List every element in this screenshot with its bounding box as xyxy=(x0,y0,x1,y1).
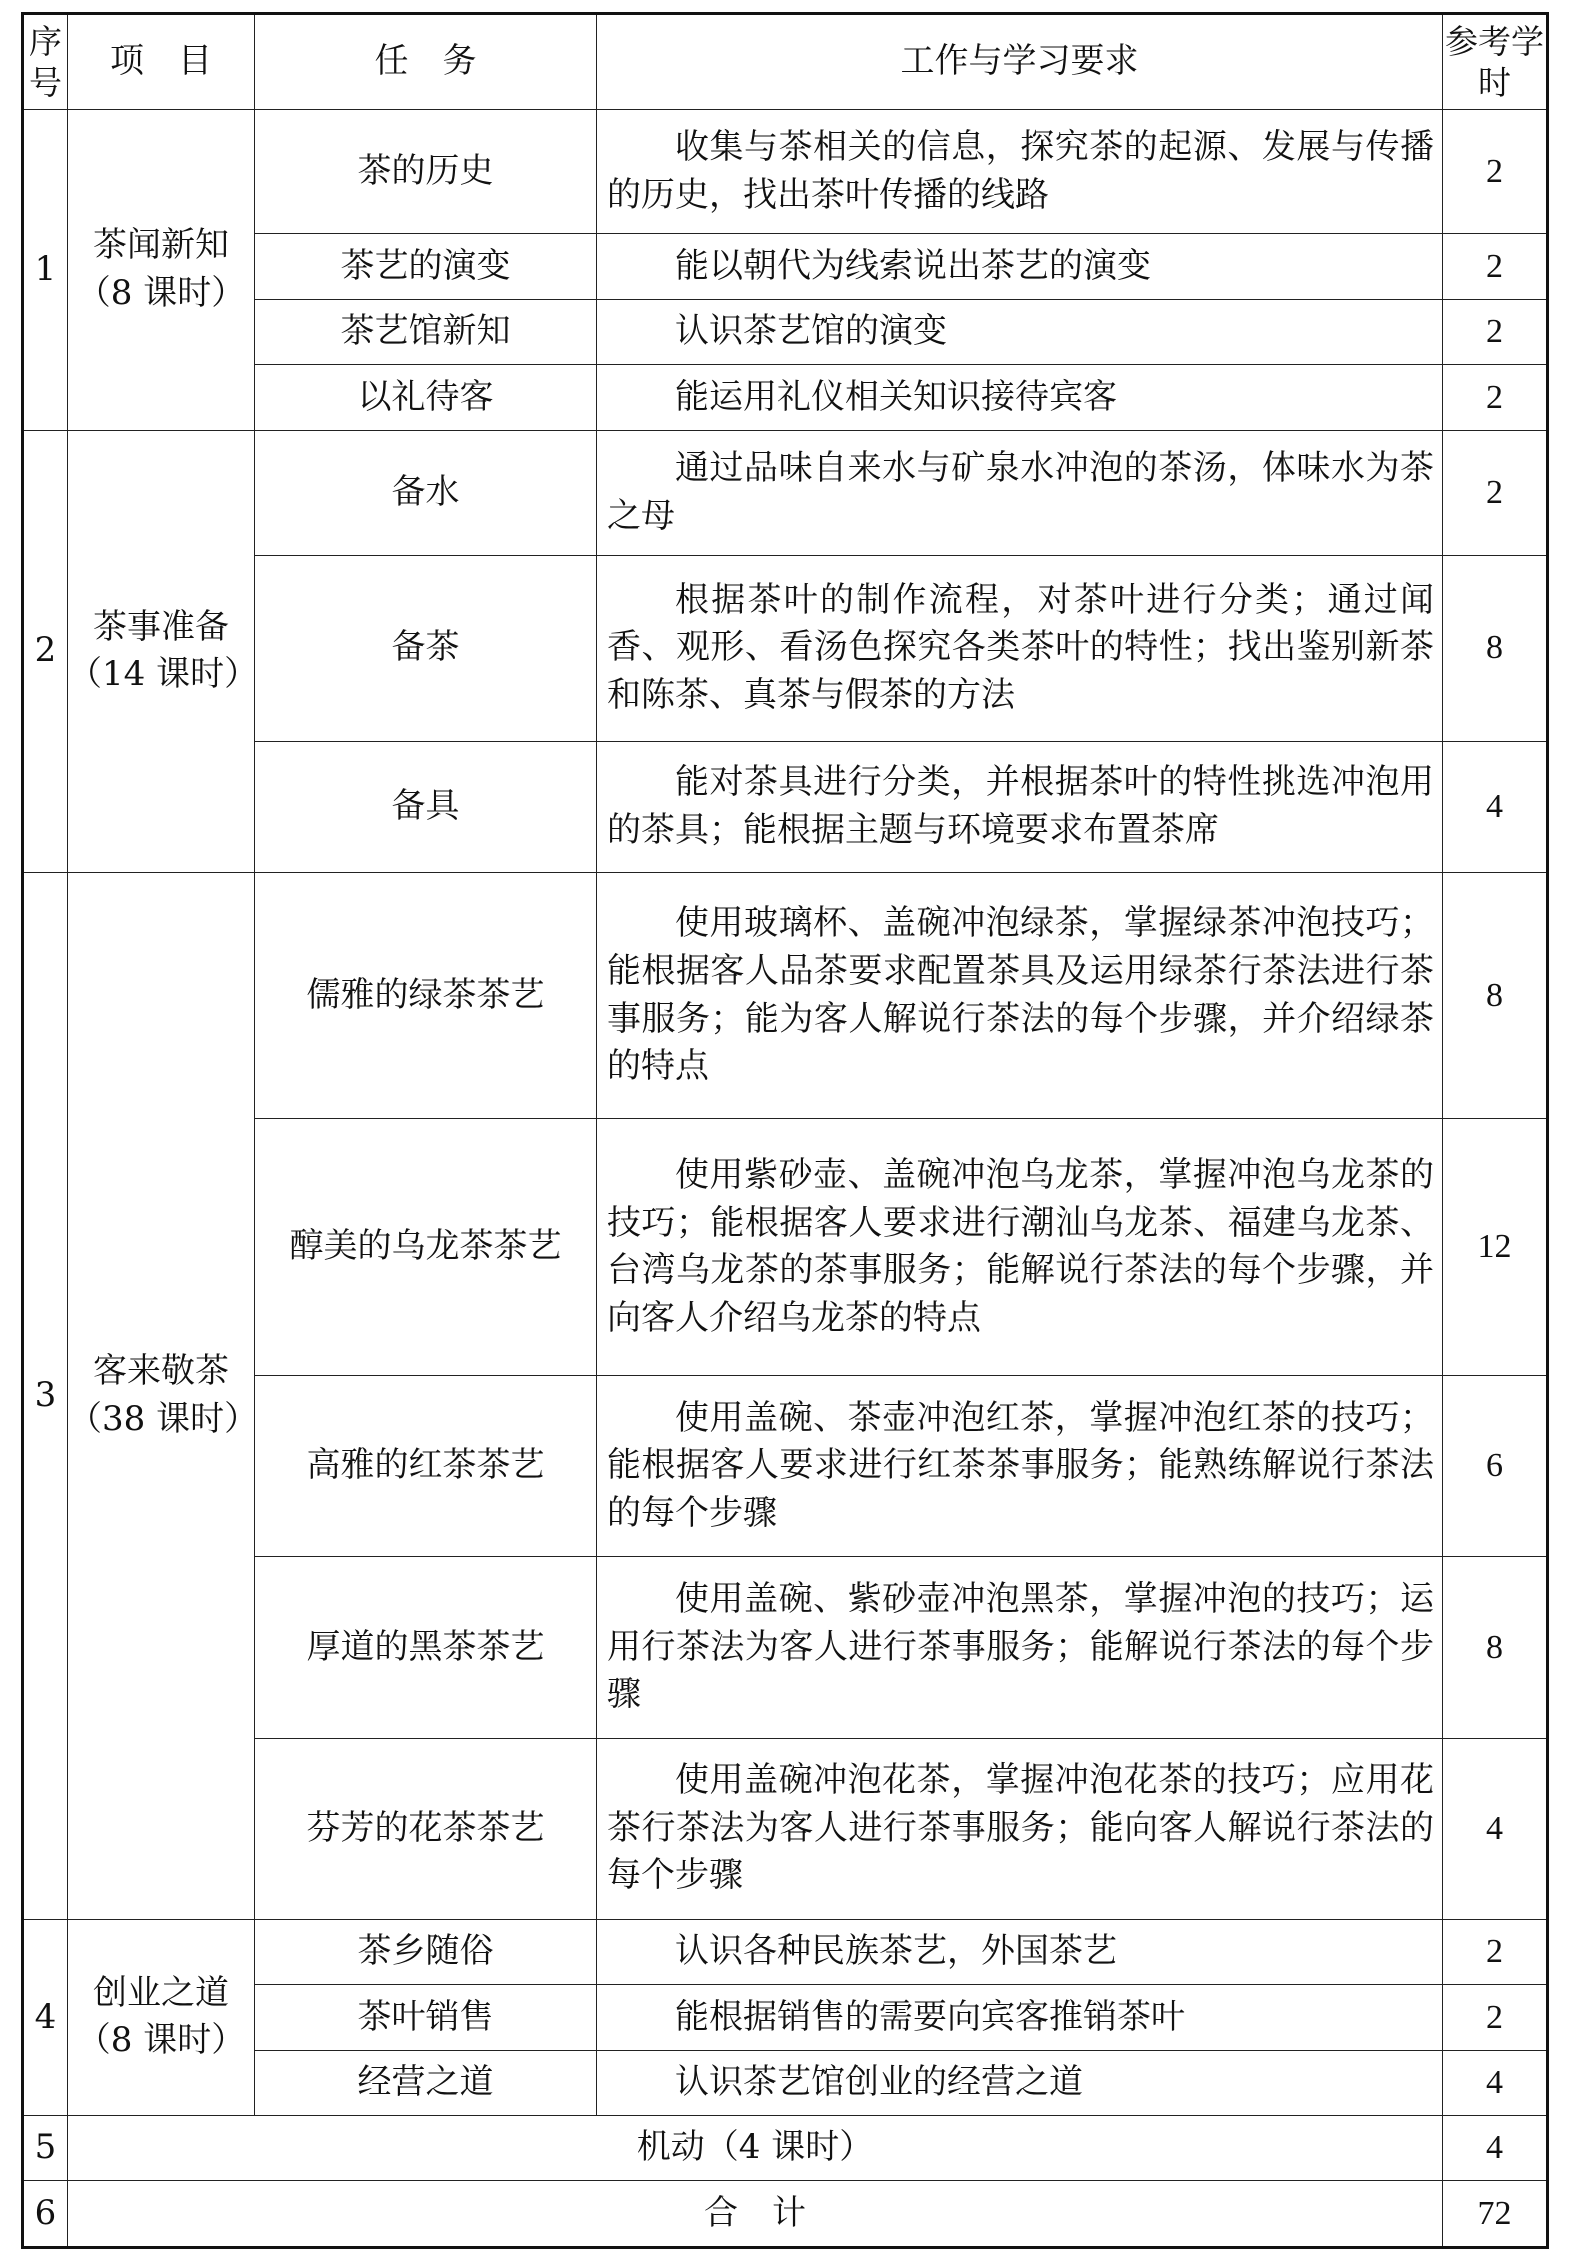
task-hours: 2 xyxy=(1443,109,1547,234)
table-row xyxy=(24,109,1547,234)
header-index: 序号 xyxy=(24,15,68,110)
task-name: 茶乡随俗 xyxy=(255,1919,597,1984)
task-requirement-cell xyxy=(597,1919,1443,1984)
task-hours: 4 xyxy=(1443,1738,1547,1919)
project-hours: （8 课时） xyxy=(76,2020,246,2061)
task-name: 备茶 xyxy=(255,555,597,741)
task-name: 厚道的黑茶茶艺 xyxy=(255,1557,597,1738)
total-index: 6 xyxy=(24,2181,68,2247)
project-cell xyxy=(68,109,255,430)
task-name: 醇美的乌龙茶茶艺 xyxy=(255,1119,597,1376)
flexible-index: 5 xyxy=(24,2116,68,2181)
task-hours: 2 xyxy=(1443,1919,1547,1984)
table-row xyxy=(24,1919,1547,1984)
project-cell xyxy=(68,872,259,1919)
task-name: 芬芳的花茶茶艺 xyxy=(255,1738,597,1919)
task-requirement-cell xyxy=(597,1376,1443,1557)
table-row xyxy=(24,430,1547,555)
total-label: 合 计 xyxy=(68,2181,1443,2247)
task-requirement-cell xyxy=(597,555,1443,741)
task-hours: 2 xyxy=(1443,1985,1547,2050)
header-hours: 参考学时 xyxy=(1443,15,1547,110)
project-name: 创业之道 xyxy=(93,1972,229,2013)
task-name: 茶叶销售 xyxy=(255,1985,597,2050)
task-requirement-cell xyxy=(597,872,1443,1119)
task-hours: 2 xyxy=(1443,430,1547,555)
task-hours: 2 xyxy=(1443,365,1547,430)
flexible-row xyxy=(24,2116,1547,2181)
project-name: 客来敬茶 xyxy=(93,1351,229,1392)
task-requirement-cell xyxy=(597,1738,1443,1919)
task-requirement: 根据茶叶的制作流程，对茶叶进行分类；通过闻香、观形、看汤色探究各类茶叶的特性；找出鉴别新茶和陈茶、真茶与假茶的方法 xyxy=(607,579,1434,716)
task-name: 茶的历史 xyxy=(255,109,597,234)
task-name: 以礼待客 xyxy=(255,365,597,430)
task-requirement: 通过品味自来水与矿泉水冲泡的茶汤，体味水为茶之母 xyxy=(607,448,1434,536)
header-project: 项 目 xyxy=(68,15,255,110)
task-name: 备水 xyxy=(255,430,597,555)
task-requirement-cell xyxy=(597,234,1443,299)
task-requirement-cell xyxy=(597,2050,1443,2115)
table-row xyxy=(24,872,1547,1119)
header-task: 任 务 xyxy=(255,15,597,110)
task-requirement: 能对茶具进行分类，并根据茶叶的特性挑选冲泡用的茶具；能根据主题与环境要求布置茶席 xyxy=(607,762,1434,850)
task-hours: 4 xyxy=(1443,741,1547,872)
task-hours: 2 xyxy=(1443,234,1547,299)
flexible-hours: 4 xyxy=(1443,2116,1547,2181)
task-requirement: 能以朝代为线索说出茶艺的演变 xyxy=(675,245,1151,286)
header-requirements: 工作与学习要求 xyxy=(597,15,1443,110)
flexible-label: 机动（4 课时） xyxy=(68,2116,1443,2181)
task-requirement-cell xyxy=(597,1119,1443,1376)
project-name: 茶事准备 xyxy=(93,606,229,647)
task-requirement: 认识茶艺馆创业的经营之道 xyxy=(675,2062,1083,2102)
project-hours: （38 课时） xyxy=(68,1398,259,1439)
task-requirement-cell xyxy=(597,1557,1443,1738)
task-requirement: 使用紫砂壶、盖碗冲泡乌龙茶，掌握冲泡乌龙茶的技巧；能根据客人要求进行潮汕乌龙茶、福建乌龙茶、台湾乌龙茶的茶事服务；能解说行茶法的每个步骤，并向客人介绍乌龙茶的特点 xyxy=(607,1155,1434,1338)
task-hours: 4 xyxy=(1443,2050,1547,2115)
task-requirement-cell xyxy=(597,1985,1443,2050)
task-requirement: 使用玻璃杯、盖碗冲泡绿茶，掌握绿茶冲泡技巧；能根据客人品茶要求配置茶具及运用绿茶行茶法进行茶事服务；能为客人解说行茶法的每个步骤，并介绍绿茶的特点 xyxy=(607,903,1434,1087)
header-row xyxy=(24,15,1547,110)
task-hours: 8 xyxy=(1443,1557,1547,1738)
total-hours: 72 xyxy=(1443,2181,1547,2247)
task-requirement-cell xyxy=(597,299,1443,364)
syllabus-table xyxy=(23,14,1547,2247)
project-cell xyxy=(68,1919,255,2115)
task-requirement-cell xyxy=(597,430,1443,555)
task-requirement: 使用盖碗、茶壶冲泡红茶，掌握冲泡红茶的技巧；能根据客人要求进行红茶茶事服务；能熟练解说行茶法的每个步骤 xyxy=(607,1397,1434,1533)
project-name: 茶闻新知 xyxy=(93,225,229,266)
task-requirement-cell xyxy=(597,365,1443,430)
task-requirement: 收集与茶相关的信息，探究茶的起源、发展与传播的历史，找出茶叶传播的线路 xyxy=(607,126,1434,215)
task-hours: 2 xyxy=(1443,299,1547,364)
task-name: 茶艺馆新知 xyxy=(255,299,597,364)
project-index: 4 xyxy=(24,1919,68,2115)
task-requirement: 认识茶艺馆的演变 xyxy=(675,311,947,352)
task-requirement: 认识各种民族茶艺，外国茶艺 xyxy=(675,1931,1117,1972)
task-requirement: 能根据销售的需要向宾客推销茶叶 xyxy=(675,1996,1185,2037)
task-hours: 12 xyxy=(1443,1119,1547,1376)
project-hours: （14 课时） xyxy=(68,654,259,695)
task-name: 经营之道 xyxy=(255,2050,597,2115)
task-hours: 6 xyxy=(1443,1376,1547,1557)
task-hours: 8 xyxy=(1443,872,1547,1119)
project-index: 3 xyxy=(24,872,68,1919)
task-requirement-cell xyxy=(597,741,1443,872)
task-hours: 8 xyxy=(1443,555,1547,741)
task-requirement: 使用盖碗冲泡花茶，掌握冲泡花茶的技巧；应用花茶行茶法为客人进行茶事服务；能向客人解说行茶法的每个步骤 xyxy=(607,1760,1434,1896)
task-name: 高雅的红茶茶艺 xyxy=(255,1376,597,1557)
task-requirement: 使用盖碗、紫砂壶冲泡黑茶，掌握冲泡的技巧；运用行茶法为客人进行茶事服务；能解说行茶法的每个步骤 xyxy=(607,1579,1434,1715)
project-cell xyxy=(68,430,259,872)
task-requirement: 能运用礼仪相关知识接待宾客 xyxy=(675,376,1117,417)
task-name: 儒雅的绿茶茶艺 xyxy=(255,872,597,1119)
project-index: 1 xyxy=(24,109,68,430)
task-name: 备具 xyxy=(255,741,597,872)
task-name: 茶艺的演变 xyxy=(255,234,597,299)
total-row xyxy=(24,2181,1547,2247)
task-requirement-cell xyxy=(597,109,1443,234)
project-index: 2 xyxy=(24,430,68,872)
project-hours: （8 课时） xyxy=(76,272,246,313)
